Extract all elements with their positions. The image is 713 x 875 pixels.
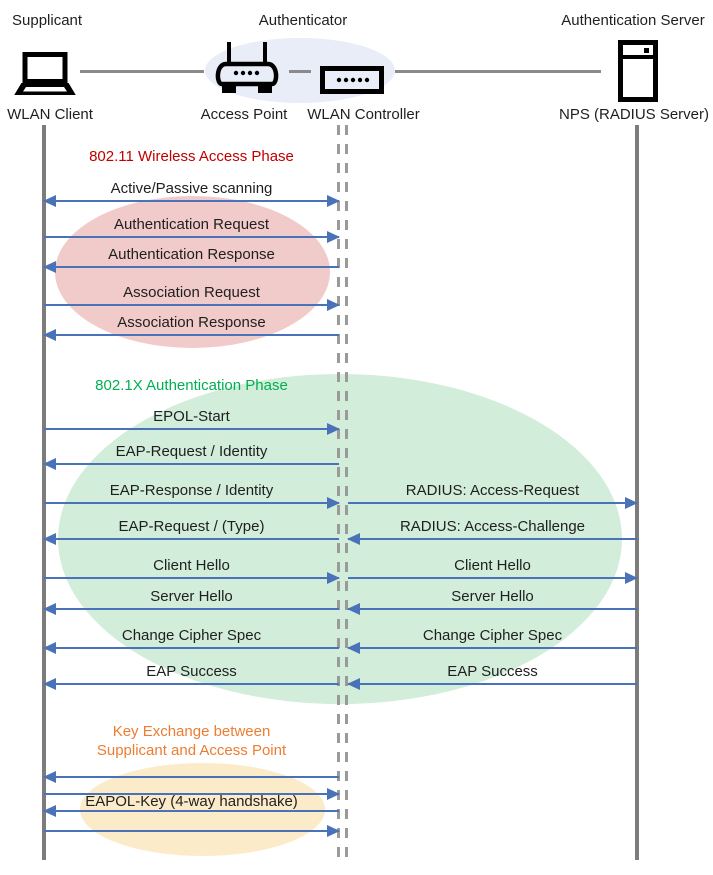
wlan-client-label: WLAN Client <box>7 106 93 123</box>
arrow-eap-request-type <box>44 538 339 540</box>
label-authentication-request: Authentication Request <box>113 216 270 233</box>
arrow-server-hello-left <box>44 608 339 610</box>
wlan-controller-label: WLAN Controller <box>307 106 420 123</box>
wireless-access-phase-title: 802.11 Wireless Access Phase <box>89 148 294 165</box>
label-eap-success-left: EAP Success <box>146 663 237 680</box>
label-association-request: Association Request <box>123 284 260 301</box>
label-change-cipher-spec-left: Change Cipher Spec <box>121 627 262 644</box>
access-point-label: Access Point <box>200 106 288 123</box>
access-point-icon <box>214 40 280 98</box>
arrow-epol-start <box>44 428 339 430</box>
arrow-eap-request-identity <box>44 463 339 465</box>
arrow-association-request <box>44 304 339 306</box>
arrow-association-response <box>44 334 339 336</box>
label-eap-response-identity: EAP-Response / Identity <box>109 482 274 499</box>
label-change-cipher-spec-right: Change Cipher Spec <box>422 627 563 644</box>
label-epol-start: EPOL-Start <box>153 408 230 425</box>
arrow-client-hello-left <box>44 577 339 579</box>
supplicant-role-label: Supplicant <box>12 12 83 29</box>
label-eap-request-type: EAP-Request / (Type) <box>118 518 265 535</box>
label-radius-access-challenge: RADIUS: Access-Challenge <box>399 518 586 535</box>
key-exchange-title-line1: Key Exchange between <box>112 723 271 740</box>
label-active-passive-scanning: Active/Passive scanning <box>110 180 273 197</box>
arrow-radius-access-challenge <box>348 538 637 540</box>
label-server-hello-right: Server Hello <box>451 588 534 605</box>
key-exchange-title-line2: Supplicant and Access Point <box>96 742 287 759</box>
client-ap-connector-line <box>80 70 204 73</box>
arrow-authentication-request <box>44 236 339 238</box>
authentication-server-role-label: Authentication Server <box>561 12 705 29</box>
laptop-icon <box>14 52 76 96</box>
label-eapol-key-handshake: EAPOL-Key (4-way handshake) <box>85 793 298 810</box>
label-radius-access-request: RADIUS: Access-Request <box>405 482 580 499</box>
arrow-eapol-key-1 <box>44 776 339 778</box>
ap-controller-connector-line <box>289 70 311 73</box>
arrow-eap-response-identity <box>44 502 339 504</box>
arrow-client-hello-right <box>348 577 637 579</box>
label-authentication-response: Authentication Response <box>108 246 275 263</box>
controller-server-connector-line <box>395 70 601 73</box>
arrow-change-cipher-spec-left <box>44 647 339 649</box>
authenticator-role-label: Authenticator <box>258 12 348 29</box>
server-icon <box>618 40 658 102</box>
arrow-authentication-response <box>44 266 339 268</box>
arrow-active-passive-scanning <box>44 200 339 202</box>
label-eap-success-right: EAP Success <box>447 663 538 680</box>
arrow-change-cipher-spec-right <box>348 647 637 649</box>
label-server-hello-left: Server Hello <box>150 588 233 605</box>
label-eap-request-identity: EAP-Request / Identity <box>115 443 268 460</box>
arrow-eapol-key-4 <box>44 830 339 832</box>
arrow-server-hello-right <box>348 608 637 610</box>
label-association-response: Association Response <box>117 314 266 331</box>
nps-radius-server-label: NPS (RADIUS Server) <box>558 106 710 123</box>
wlan-controller-icon <box>320 66 384 94</box>
arrow-radius-access-request <box>348 502 637 504</box>
dot1x-phase-title: 802.1X Authentication Phase <box>95 377 288 394</box>
label-client-hello-right: Client Hello <box>454 557 531 574</box>
label-client-hello-left: Client Hello <box>153 557 230 574</box>
key-exchange-phase-title <box>44 722 339 760</box>
arrow-eap-success-right <box>348 683 637 685</box>
arrow-eap-success-left <box>44 683 339 685</box>
